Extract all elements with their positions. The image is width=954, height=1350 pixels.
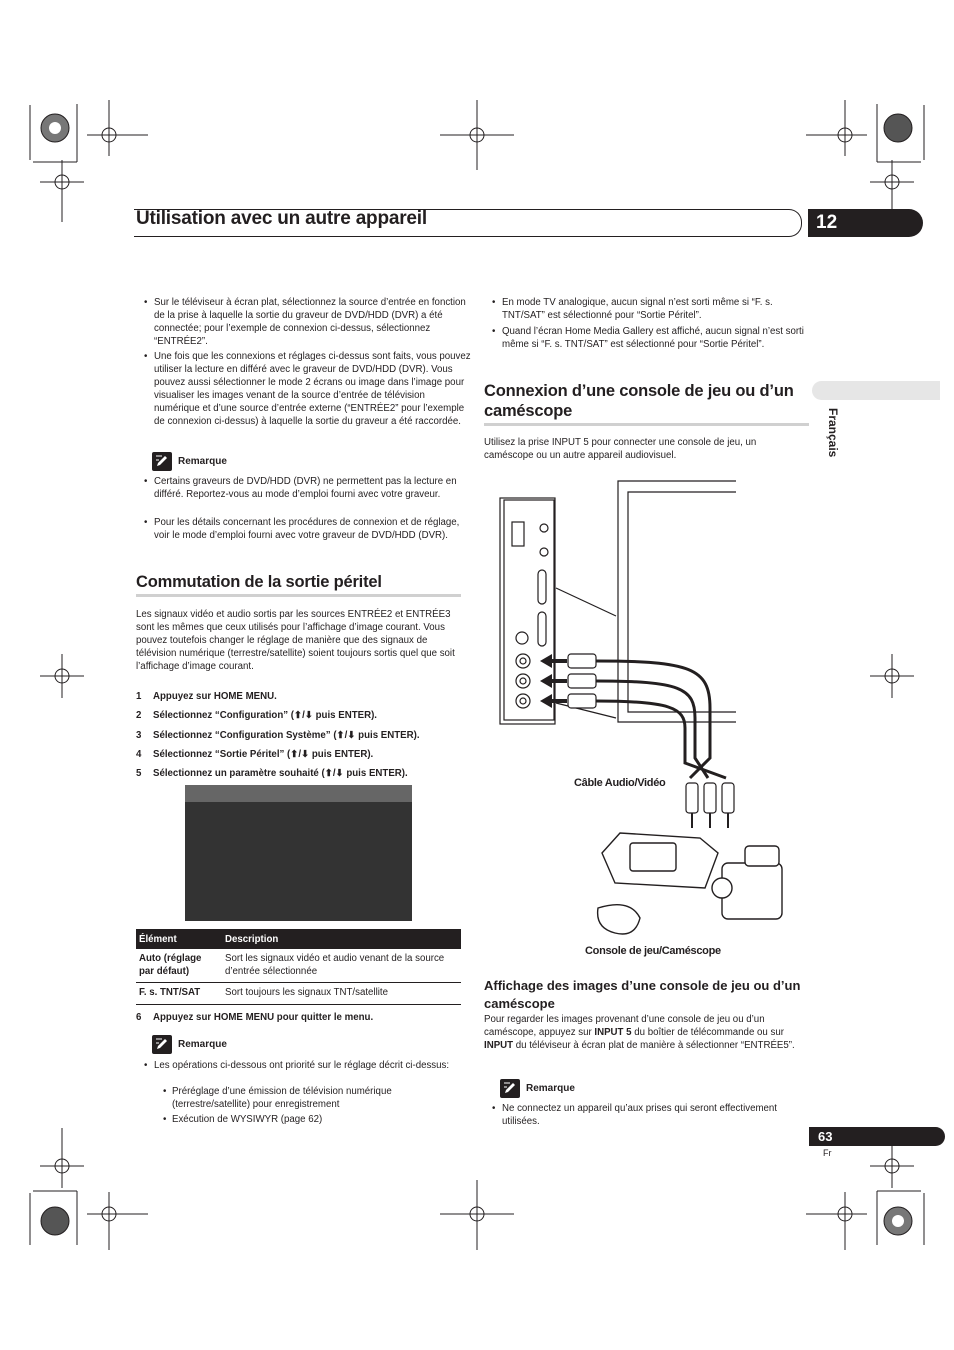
list-item: • Sur le téléviseur à écran plat, sélectionnez la source d’entrée en fonction de la prise à laquelle la sortie du graveur de DVD/HDD (DVR) a été connectée; pour l’exemple de connexion ci-dessus, sélectionnez “ENTRÉE2”. <box>144 297 471 349</box>
device-label: Console de jeu/Caméscope <box>585 945 721 957</box>
table-cell-key: Auto (réglage par défaut) <box>136 949 222 983</box>
cable-label: Câble Audio/Vidéo <box>574 777 666 789</box>
step-2: 2 Sélectionnez “Configuration” (⬆/⬇ puis ENTER). <box>136 710 377 721</box>
list-item: • Certains graveurs de DVD/HDD (DVR) ne permettent pas la lecture en différé. Reportez-vous au mode d’emploi fourni avec votre graveur. <box>144 476 471 502</box>
table-cell-value: Sort les signaux vidéo et audio venant de la source d’entrée sélectionnée <box>222 949 461 983</box>
table-row <box>136 983 461 1005</box>
language-label: Français <box>826 408 840 458</box>
page-title: Utilisation avec un autre appareil <box>136 208 427 229</box>
menu-screenshot-header <box>185 785 412 802</box>
connection-diagram <box>490 478 800 968</box>
table-header: Description <box>222 929 461 949</box>
language-tab <box>812 381 940 400</box>
table-cell-value: Sort toujours les signaux TNT/satellite <box>222 983 461 1005</box>
section-title: Commutation de la sortie péritel <box>136 573 382 591</box>
section-title: Connexion d’une console de jeu ou d’un caméscope <box>484 382 794 420</box>
step-4: 4 Sélectionnez “Sortie Péritel” (⬆/⬇ puis ENTER). <box>136 749 374 760</box>
subsection-text: Pour regarder les images provenant d’une console de jeu ou d’un caméscope, appuyez sur INPUT 5 du boîtier de télécommande ou sur INPUT du téléviseur à écran plat de manière à sélectionner “ENTRÉE5”. <box>484 1014 795 1051</box>
chapter-number: 12 <box>808 209 923 237</box>
step-5: 5 Sélectionnez un paramètre souhaité (⬆/⬇ puis ENTER). <box>136 768 408 779</box>
page-number: 63 <box>809 1127 945 1146</box>
note-label: Remarque <box>178 1039 227 1050</box>
note-label: Remarque <box>526 1083 575 1094</box>
step-6: 6 Appuyez sur HOME MENU pour quitter le menu. <box>136 1012 374 1023</box>
table-header-row <box>136 929 461 949</box>
list-item: • Ne connectez un appareil qu’aux prises qui seront effectivement utilisées. <box>492 1103 802 1129</box>
section-rule <box>136 594 461 597</box>
pencil-note-icon <box>152 1035 172 1054</box>
list-item: • Pour les détails concernant les procédures de connexion et de réglage, voir le mode d’emploi fourni avec votre graveur de DVD/HDD (DVR). <box>144 517 471 543</box>
section-intro: Utilisez la prise INPUT 5 pour connecter une console de jeu, un caméscope ou un autre appareil audiovisuel. <box>484 437 757 461</box>
step-1: 1 Appuyez sur HOME MENU. <box>136 691 277 702</box>
subsection-title: Affichage des images d’une console de jeu ou d’un caméscope <box>484 978 801 1011</box>
list-item: • Quand l’écran Home Media Gallery est affiché, aucun signal n’est sorti même si “F. s. TNT/SAT” est sélectionné pour “Sortie Péritel”. <box>492 326 818 352</box>
table-cell-key: F. s. TNT/SAT <box>136 983 222 1005</box>
page-language: Fr <box>823 1148 832 1158</box>
note-label: Remarque <box>178 456 227 467</box>
sub-list-item: • Préréglage d’une émission de télévision numérique (terrestre/satellite) pour enregistrement <box>163 1086 457 1112</box>
list-item: • Les opérations ci-dessous ont priorité sur le réglage décrit ci-dessus: <box>144 1060 466 1073</box>
pencil-note-icon <box>152 452 172 471</box>
list-item: • En mode TV analogique, aucun signal n’est sorti même si “F. s. TNT/SAT” est sélectionné pour “Sortie Péritel”. <box>492 297 818 323</box>
section-rule <box>484 423 809 426</box>
sub-list-item: • Exécution de WYSIWYR (page 62) <box>163 1114 457 1127</box>
table-header: Élément <box>136 929 222 949</box>
pencil-note-icon <box>500 1079 520 1098</box>
section-intro: Les signaux vidéo et audio sortis par les sources ENTRÉE2 et ENTRÉE3 sont les mêmes que ceux utilisés pour l’affichage d’image courant. Vous pouvez toutefois changer le réglage de manière que des signaux de télévision numérique (terrestre/satellite) soient toujours sortis quel que soit l’affichage d’image courant. <box>136 609 455 672</box>
menu-screenshot <box>185 785 412 921</box>
table-row <box>136 949 461 983</box>
list-item: • Une fois que les connexions et réglages ci-dessus sont faits, vous pouvez utiliser la lecture en différé avec le graveur de DVD/HDD (DVR). Vous pouvez aussi sélectionner le mode 2 écrans ou image dans l’image pour visualiser les images venant de la source d’entrée de télévision numérique et d’une source d’entrée externe (“ENTRÉE2” pour l’exemple de connexion ci-dessus) à laquelle la sortie du graveur a été raccordée. <box>144 351 471 428</box>
settings-table <box>136 929 461 1005</box>
step-3: 3 Sélectionnez “Configuration Système” (⬆/⬇ puis ENTER). <box>136 730 420 741</box>
